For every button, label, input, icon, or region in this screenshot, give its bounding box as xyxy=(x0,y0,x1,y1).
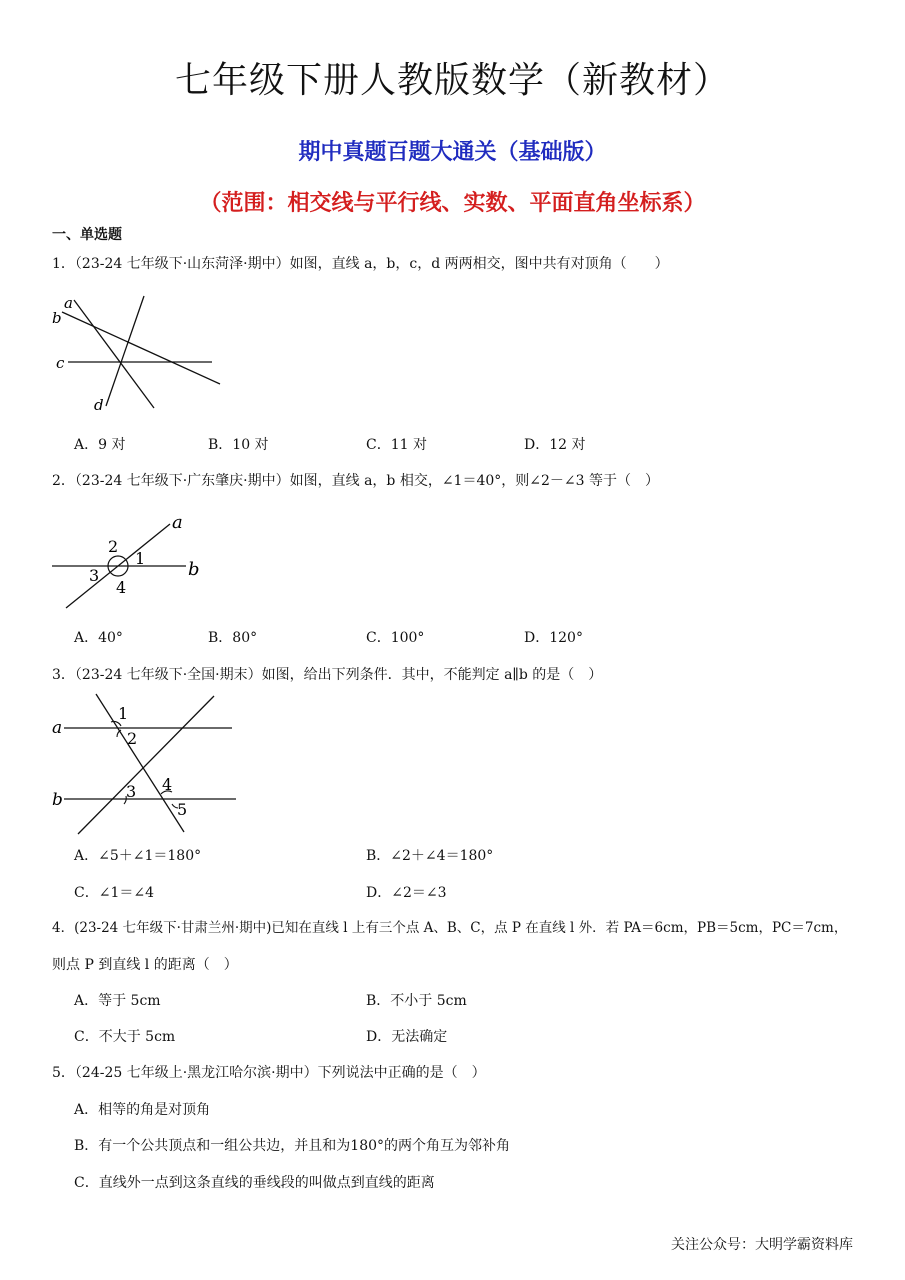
q3-option-c: C．∠1＝∠4 xyxy=(74,885,154,901)
q1-option-a: A．9 对 xyxy=(74,437,126,453)
q1-option-c: C．11 对 xyxy=(366,437,427,453)
transversal-1 xyxy=(96,694,184,832)
q2-option-b: B．80° xyxy=(208,630,258,646)
angle-5-label: 5 xyxy=(177,800,188,819)
question-4-text-line2: 则点 P 到直线 l 的距离（ ） xyxy=(52,957,238,973)
q4-option-d: D．无法确定 xyxy=(366,1029,448,1045)
footer-note: 关注公众号：大明学霸资料库 xyxy=(671,1237,853,1253)
question-1-text: 1．（23-24 七年级下·山东菏泽·期中）如图，直线 a，b，c，d 两两相交，图中共有对顶角（ ） xyxy=(52,256,669,272)
label-b: b xyxy=(52,790,63,810)
transversal-2 xyxy=(78,696,214,834)
label-c: c xyxy=(56,354,65,372)
line-b xyxy=(62,312,220,384)
question-2-text: 2．（23-24 七年级下·广东肇庆·期中）如图，直线 a，b 相交，∠1＝40°，则∠2－∠3 等于（ ） xyxy=(52,473,660,489)
question-4-text-line1: 4．(23-24 七年级下·甘肃兰州·期中)已知在直线 l 上有三个点 A、B、C，点 P 在直线 l 外．若 PA＝6cm，PB＝5cm，PC＝7cm， xyxy=(52,920,848,936)
angle-4-label: 4 xyxy=(162,775,173,794)
q5-option-b: B．有一个公共顶点和一组公共边，并且和为180°的两个角互为邻补角 xyxy=(74,1138,511,1154)
q2-option-c: C．100° xyxy=(366,630,425,646)
line-a xyxy=(74,300,154,408)
q5-option-a: A．相等的角是对顶角 xyxy=(74,1102,211,1118)
label-b: b xyxy=(52,309,62,327)
angle-2-label: 2 xyxy=(108,537,119,556)
label-a: a xyxy=(64,294,73,312)
angle-2-label: 2 xyxy=(127,729,138,748)
label-a: a xyxy=(172,512,183,533)
q3-option-b: B．∠2＋∠4＝180° xyxy=(366,848,494,864)
q1-option-b: B．10 对 xyxy=(208,437,269,453)
q3-option-d: D．∠2＝∠3 xyxy=(366,885,447,901)
label-b: b xyxy=(188,559,200,580)
angle-1-label: 1 xyxy=(118,704,129,723)
question-3-text: 3．（23-24 七年级下·全国·期末）如图，给出下列条件．其中，不能判定 a∥b 的是（ ） xyxy=(52,667,603,683)
q4-option-b: B．不小于 5cm xyxy=(366,993,467,1009)
page-title: 七年级下册人教版数学（新教材） xyxy=(174,60,730,101)
q2-option-a: A．40° xyxy=(74,630,123,646)
question-3-figure xyxy=(48,692,248,842)
q3-option-a: A．∠5＋∠1＝180° xyxy=(74,848,202,864)
question-1-figure xyxy=(48,288,228,418)
question-5-text: 5．（24-25 七年级上·黑龙江哈尔滨·期中）下列说法中正确的是（ ） xyxy=(52,1065,486,1081)
angle-3-label: 3 xyxy=(89,566,100,585)
label-a: a xyxy=(52,718,63,738)
exam-subtitle: 期中真题百题大通关（基础版） xyxy=(298,140,607,165)
q5-option-c: C．直线外一点到这条直线的垂线段的叫做点到直线的距离 xyxy=(74,1175,435,1191)
angle-3-label: 3 xyxy=(126,782,137,801)
section-heading: 一、单选题 xyxy=(52,227,122,243)
q4-option-c: C．不大于 5cm xyxy=(74,1029,176,1045)
exam-scope: （范围：相交线与平行线、实数、平面直角坐标系） xyxy=(199,191,706,216)
angle-1-label: 1 xyxy=(135,549,146,568)
label-d: d xyxy=(94,396,104,414)
q2-option-d: D．120° xyxy=(524,630,583,646)
angle-4-label: 4 xyxy=(116,578,127,597)
q4-option-a: A．等于 5cm xyxy=(74,993,161,1009)
question-2-figure xyxy=(48,508,218,613)
q1-option-d: D．12 对 xyxy=(524,437,586,453)
